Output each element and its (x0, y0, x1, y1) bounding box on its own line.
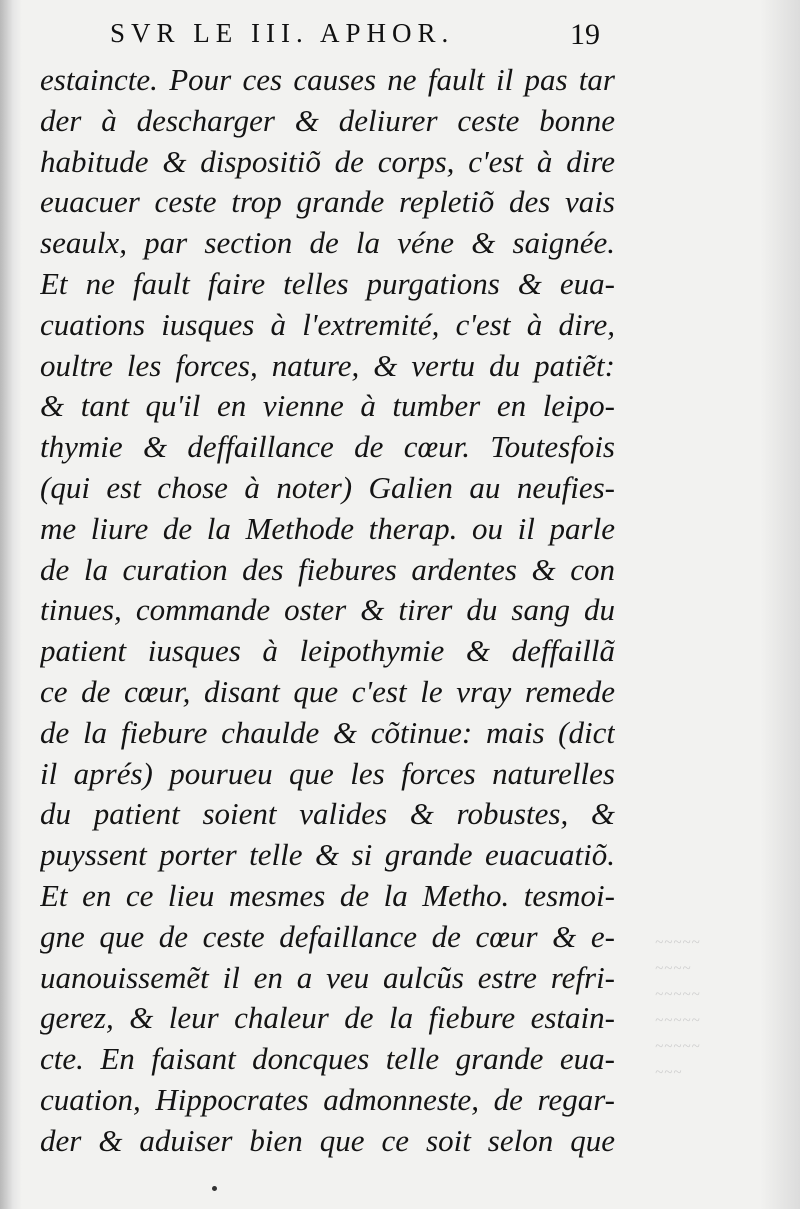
text-line: oultre les forces, nature, & vertu du patiẽt: (40, 347, 615, 383)
text-line: der à descharger & deliurer ceste bonne (40, 102, 615, 138)
text-line: cte. En faisant doncques telle grande eua- (40, 1041, 615, 1077)
text-line: euacuer ceste trop grande repletiõ des vais (40, 184, 615, 220)
text-line: & tant qu'il en vienne à tumber en leipo- (40, 388, 615, 424)
page-header (110, 18, 600, 58)
text-line: uanouissemẽt il en a veu aulcũs estre refri- (40, 959, 615, 995)
page-number: 19 (570, 18, 600, 51)
text-line: cuations iusques à l'extremité, c'est à dire, (40, 306, 615, 342)
ink-speck (212, 1186, 217, 1191)
text-line: de la curation des fiebures ardentes & con (40, 551, 615, 587)
page-edge-shadow (760, 0, 800, 1209)
text-line: me liure de la Methode therap. ou il parle (40, 510, 615, 546)
text-line: il aprés) pourueu que les forces naturelles (40, 755, 615, 791)
text-line: (qui est chose à noter) Galien au neufies- (40, 469, 615, 505)
text-line: patient iusques à leipothymie & deffaillã (40, 633, 615, 669)
text-line: cuation, Hippocrates admonneste, de regar- (40, 1081, 615, 1117)
text-line: thymie & deffaillance de cœur. Toutesfois (40, 429, 615, 465)
gutter-shadow (0, 0, 22, 1209)
text-line: seaulx, par section de la véne & saignée. (40, 225, 615, 261)
text-line: de la fiebure chaulde & cõtinue: mais (dict (40, 714, 615, 750)
text-line: der & aduiser bien que ce soit selon que (40, 1122, 615, 1158)
text-line: gerez, & leur chaleur de la fiebure estain- (40, 1000, 615, 1036)
text-line: ce de cœur, disant que c'est le vray remede (40, 673, 615, 709)
running-head: SVR LE III. APHOR. (110, 18, 455, 48)
text-line: Et ne fault faire telles purgations & eua- (40, 265, 615, 301)
text-line: gne que de ceste defaillance de cœur & e- (40, 918, 615, 954)
text-line: puyssent porter telle & si grande euacuatiõ. (40, 837, 615, 873)
text-line: habitude & dispositiõ de corps, c'est à dire (40, 143, 615, 179)
text-line: Et en ce lieu mesmes de la Metho. tesmoi- (40, 877, 615, 913)
text-line: du patient soient valides & robustes, & (40, 796, 615, 832)
show-through-text: ~~~~~ ~~~~ ~~~~~ ~~~~~ ~~~~~ ~~~ (655, 935, 701, 1081)
text-line: estaincte. Pour ces causes ne fault il pas tar (40, 62, 615, 97)
text-line: tinues, commande oster & tirer du sang du (40, 592, 615, 628)
body-text (40, 60, 615, 1162)
